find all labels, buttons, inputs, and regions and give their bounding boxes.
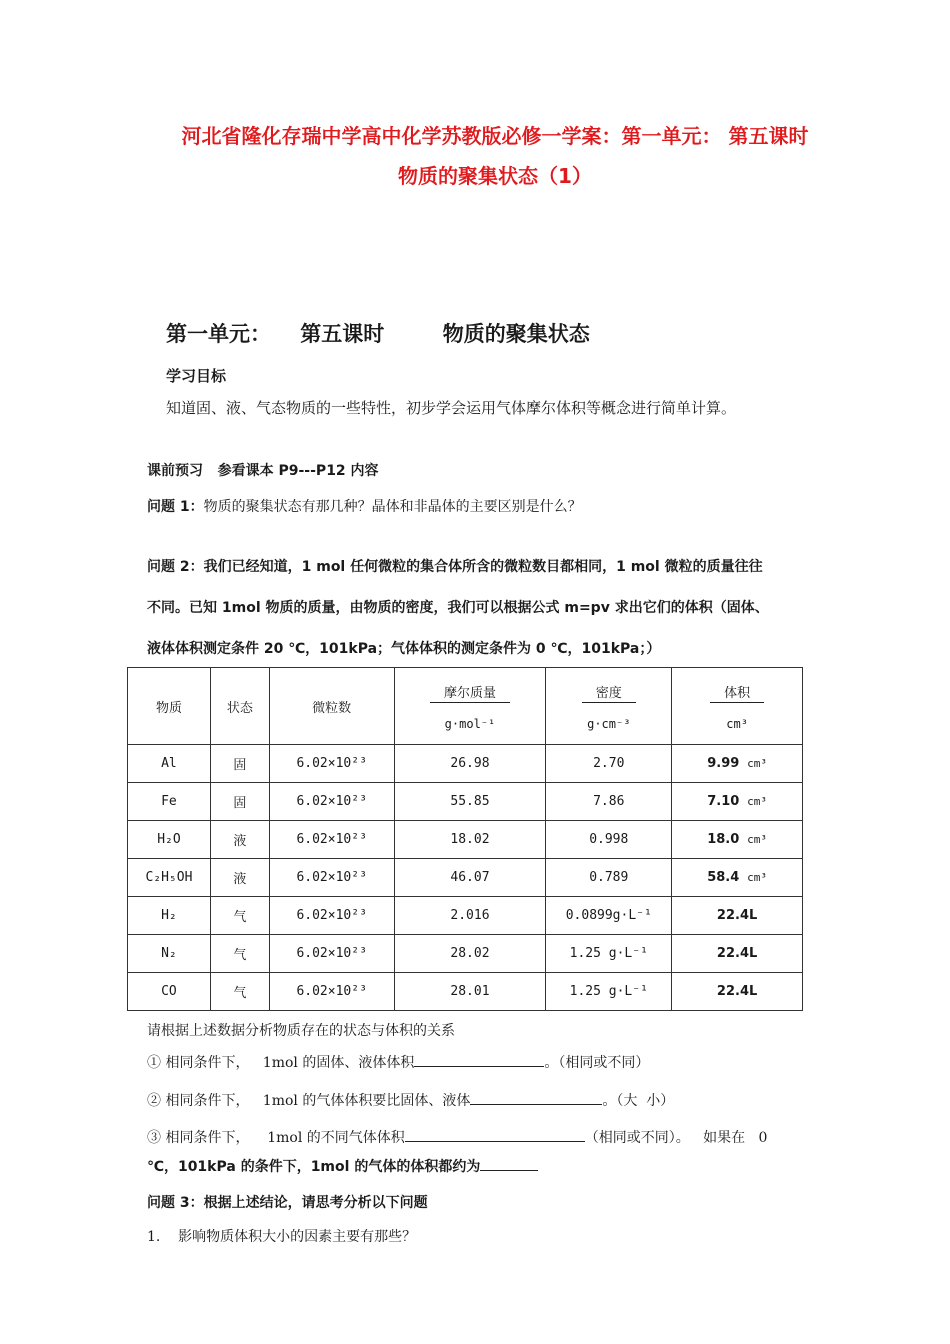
item-3-volume-blank[interactable]: [480, 1156, 538, 1171]
volume-value: 22.4L: [716, 984, 758, 999]
cell-density: 0.998: [546, 821, 672, 859]
cell-substance: Fe: [128, 783, 211, 821]
cell-particles: 6.02×10²³: [269, 935, 394, 973]
cell-volume: [672, 821, 803, 859]
header-molar-mass: [394, 668, 546, 745]
cell-substance: N₂: [128, 935, 211, 973]
table-row: [128, 973, 803, 1011]
analysis-intro: 请根据上述数据分析物质存在的状态与体积的关系: [147, 1023, 455, 1039]
question-1-text: 物质的聚集状态有那几种？晶体和非晶体的主要区别是什么？: [203, 499, 582, 515]
cell-particles: 6.02×10²³: [269, 745, 394, 783]
question-3-item-1: 1. 影响物质体积大小的因素主要有那些？: [147, 1229, 417, 1245]
cell-density: 2.70: [546, 745, 672, 783]
item-1-prompt: ① 相同条件下， 1mol 的固体、液体体积: [147, 1055, 415, 1071]
volume-value: 9.99: [707, 756, 740, 771]
volume-value: 22.4L: [716, 908, 758, 923]
volume-value-unit: cm³: [747, 871, 767, 884]
cell-molar-mass: 28.01: [394, 973, 546, 1011]
volume-value-unit: cm³: [747, 757, 767, 770]
cell-density: 1.25 g·L⁻¹: [546, 973, 672, 1011]
question-1-label: 问题 1：: [147, 499, 204, 515]
cell-state: 气: [210, 897, 269, 935]
table-row: [128, 821, 803, 859]
cell-density: 0.0899g·L⁻¹: [546, 897, 672, 935]
cell-volume: [672, 745, 803, 783]
preview-label: 课前预习 参看课本 P9---P12 内容: [147, 463, 379, 479]
cell-state: 固: [210, 783, 269, 821]
item-1-hint: 。（相同或不同）: [544, 1055, 650, 1071]
cell-volume: [672, 783, 803, 821]
cell-state: 液: [210, 821, 269, 859]
volume-unit: cm³: [726, 716, 748, 731]
cell-density: 1.25 g·L⁻¹: [546, 935, 672, 973]
analysis-item-3-line-2: [147, 1156, 538, 1176]
table-row: [128, 897, 803, 935]
cell-particles: 6.02×10²³: [269, 821, 394, 859]
cell-density: 7.86: [546, 783, 672, 821]
question-2-line-2: 不同。已知 1mol 物质的质量，由物质的密度，我们可以根据公式 m=pv 求出它们的体积（固体、: [147, 600, 769, 616]
cell-state: 气: [210, 935, 269, 973]
cell-substance: CO: [128, 973, 211, 1011]
analysis-item-1: [147, 1052, 649, 1072]
item-1-answer-blank[interactable]: [414, 1052, 544, 1067]
item-2-prompt: ② 相同条件下， 1mol 的气体体积要比固体、液体: [147, 1093, 471, 1109]
objectives-text: 知道固、液、气态物质的一些特性，初步学会运用气体摩尔体积等概念进行简单计算。: [166, 399, 737, 417]
header-state: 状态: [210, 668, 269, 745]
density-unit: g·cm⁻³: [587, 716, 631, 731]
document-title-line-2: 物质的聚集状态（1）: [398, 164, 592, 188]
question-2-line-3: 液体体积测定条件 20 ℃，101kPa；气体体积的测定条件为 0 ℃，101kPa；）: [147, 641, 661, 657]
volume-value: 58.4: [707, 870, 740, 885]
volume-value: 7.10: [707, 794, 740, 809]
table-row: [128, 745, 803, 783]
question-1: [147, 496, 582, 516]
item-2-answer-blank[interactable]: [470, 1090, 602, 1105]
cell-volume: [672, 859, 803, 897]
table-row: [128, 935, 803, 973]
cell-particles: 6.02×10²³: [269, 783, 394, 821]
molar-mass-label: 摩尔质量: [430, 682, 510, 703]
volume-label: 体积: [710, 682, 764, 703]
question-2-line-1: 问题 2：我们已经知道，1 mol 任何微粒的集合体所含的微粒数目都相同，1 mol 微粒的质量往往: [147, 559, 763, 575]
cell-substance: H₂O: [128, 821, 211, 859]
cell-molar-mass: 2.016: [394, 897, 546, 935]
cell-molar-mass: 26.98: [394, 745, 546, 783]
cell-molar-mass: 46.07: [394, 859, 546, 897]
document-title-line-1: 河北省隆化存瑞中学高中化学苏教版必修一学案：第一单元： 第五课时: [181, 124, 809, 148]
item-3-answer-blank[interactable]: [405, 1127, 585, 1142]
objectives-label: 学习目标: [166, 367, 227, 385]
item-2-hint: 。（大 小）: [602, 1093, 675, 1109]
cell-state: 液: [210, 859, 269, 897]
header-volume: [672, 668, 803, 745]
header-substance: 物质: [128, 668, 211, 745]
volume-value-unit: cm³: [747, 795, 767, 808]
item-3-condition: ℃，101kPa 的条件下，1mol 的气体的体积都约为: [147, 1159, 481, 1175]
volume-value: 18.0: [707, 832, 740, 847]
item-3-prompt: ③ 相同条件下， 1mol 的不同气体体积: [147, 1130, 405, 1146]
cell-particles: 6.02×10²³: [269, 897, 394, 935]
cell-state: 固: [210, 745, 269, 783]
cell-substance: Al: [128, 745, 211, 783]
cell-particles: 6.02×10²³: [269, 859, 394, 897]
volume-value-unit: cm³: [747, 833, 767, 846]
table-row: [128, 859, 803, 897]
cell-molar-mass: 28.02: [394, 935, 546, 973]
cell-volume: [672, 897, 803, 935]
molar-mass-unit: g·mol⁻¹: [444, 716, 496, 731]
unit-heading: 第一单元： 第五课时 物质的聚集状态: [166, 322, 590, 346]
question-3: 问题 3：根据上述结论，请思考分析以下问题: [147, 1195, 428, 1211]
cell-density: 0.789: [546, 859, 672, 897]
cell-state: 气: [210, 973, 269, 1011]
cell-volume: [672, 973, 803, 1011]
analysis-item-3: [147, 1127, 767, 1147]
header-density: [546, 668, 672, 745]
density-label: 密度: [582, 682, 636, 703]
cell-molar-mass: 18.02: [394, 821, 546, 859]
cell-molar-mass: 55.85: [394, 783, 546, 821]
item-3-hint: （相同或不同）。 如果在 0: [584, 1130, 768, 1146]
cell-volume: [672, 935, 803, 973]
substance-data-table: [127, 667, 803, 1011]
header-particles: 微粒数: [269, 668, 394, 745]
table-row: [128, 783, 803, 821]
volume-value: 22.4L: [716, 946, 758, 961]
table-header-row: [128, 668, 803, 745]
cell-particles: 6.02×10²³: [269, 973, 394, 1011]
analysis-item-2: [147, 1090, 674, 1110]
cell-substance: C₂H₅OH: [128, 859, 211, 897]
cell-substance: H₂: [128, 897, 211, 935]
